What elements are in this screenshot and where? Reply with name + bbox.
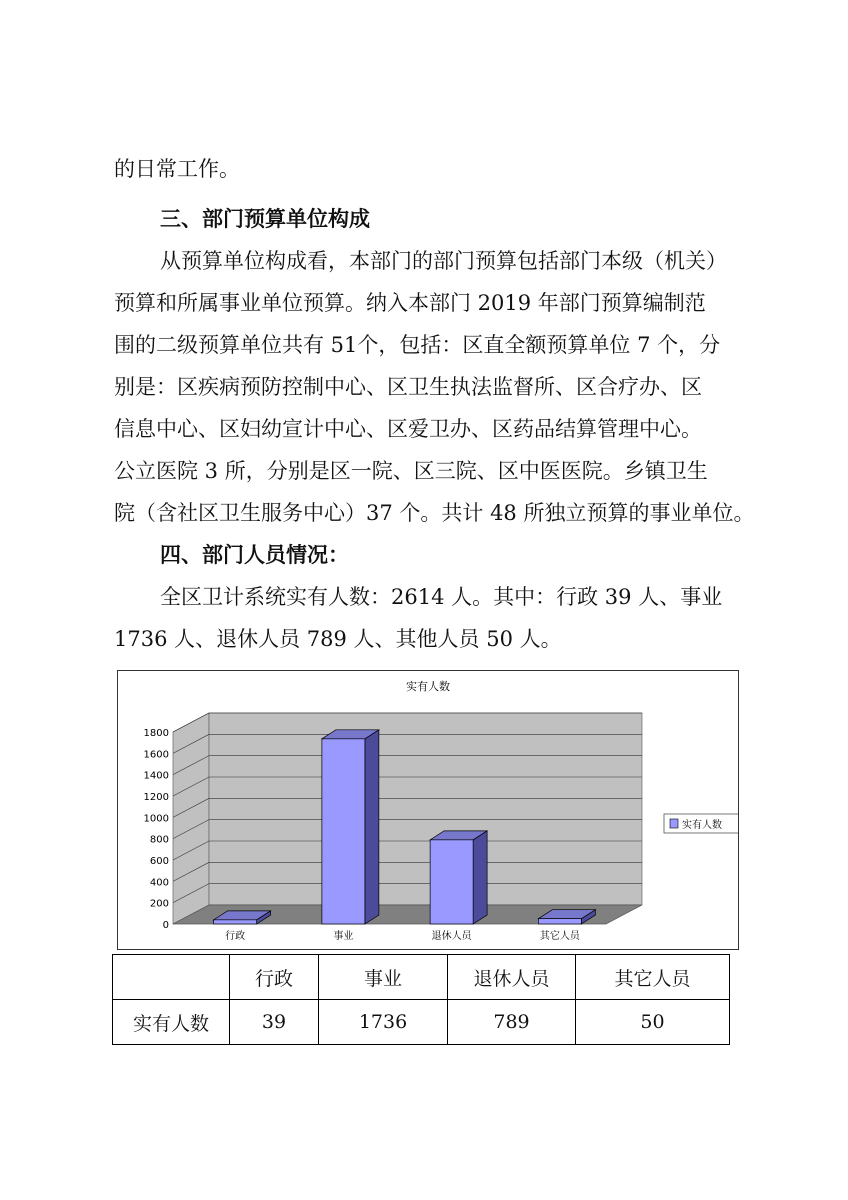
y-tick-label: 0 [162,920,169,931]
chart-canvas [118,671,738,949]
legend-label: 实有人数 [682,820,722,831]
chart-title: 实有人数 [406,680,450,693]
bar-side [365,730,379,924]
x-tick-label: 其它人员 [539,931,580,942]
paragraph-line: 围的二级预算单位共有 51个，包括：区直全额预算单位 7 个，分 [114,333,721,357]
bar [322,730,379,924]
table-header-cell: 其它人员 [576,955,730,1000]
bar-chart [117,670,739,950]
paragraph-line: 公立医院 3 所，分别是区一院、区三院、区中医医院。乡镇卫生 [114,459,708,483]
section-heading: 三、部门预算单位构成 [160,206,370,231]
y-axis-ticks [144,728,169,931]
table-cell: 1736 [319,1000,448,1045]
table-cell: 39 [230,1000,319,1045]
body-text [114,151,755,657]
bar-side [473,831,487,924]
paragraph-line: 别是：区疾病预防控制中心、区卫生执法监督所、区合疗办、区 [114,375,702,399]
y-tick-label: 1200 [143,792,169,803]
bar-front [214,920,257,924]
y-tick-label: 1800 [143,728,169,739]
y-tick-label: 200 [149,898,169,910]
y-tick-label: 400 [149,877,169,889]
y-tick-label: 800 [149,834,169,846]
section-heading: 四、部门人员情况： [160,542,349,567]
table-header-row [113,955,730,1000]
x-tick-label: 事业 [333,931,354,942]
chart-back-wall [209,713,642,905]
bar [430,831,487,924]
x-tick-label: 行政 [225,931,246,942]
y-tick-label: 600 [149,856,169,867]
table-row [113,1000,730,1045]
bar-front [538,919,581,924]
x-tick-label: 退休人员 [431,931,472,942]
paragraph-line: 1736 人、退休人员 789 人、其他人员 50 人。 [114,627,562,651]
paragraph-line: 信息中心、区妇幼宣计中心、区爱卫办、区药品结算管理中心。 [114,417,702,441]
table-header-cell: 行政 [230,955,319,1000]
table-cell: 实有人数 [113,1000,230,1045]
bar-front [322,739,365,924]
y-tick-label: 1000 [143,813,169,825]
bar-front [430,840,473,924]
table-header-cell: 退休人员 [448,955,576,1000]
chart-walls [173,713,642,924]
paragraph-line: 预算和所属事业单位预算。纳入本部门 2019 年部门预算编制范 [114,291,706,315]
y-tick-label: 1400 [143,770,169,782]
table-header-cell: 事业 [319,955,448,1000]
table-cell: 50 [576,1000,730,1045]
paragraph-line: 全区卫计系统实有人数：2614 人。其中：行政 39 人、事业 [160,585,723,609]
chart-side-wall [173,713,209,924]
y-tick-label: 1600 [143,749,169,761]
legend-swatch [670,819,678,828]
staff-table [112,954,730,1045]
paragraph-line: 的日常工作。 [114,157,240,181]
table-header-cell [113,955,230,1000]
paragraph-line: 从预算单位构成看，本部门的部门预算包括部门本级（机关） [160,249,727,273]
table-cell: 789 [448,1000,576,1045]
x-axis-ticks [225,929,581,942]
paragraph-line: 院（含社区卫生服务中心）37 个。共计 48 所独立预算的事业单位。 [114,501,755,525]
chart-legend [664,814,738,833]
